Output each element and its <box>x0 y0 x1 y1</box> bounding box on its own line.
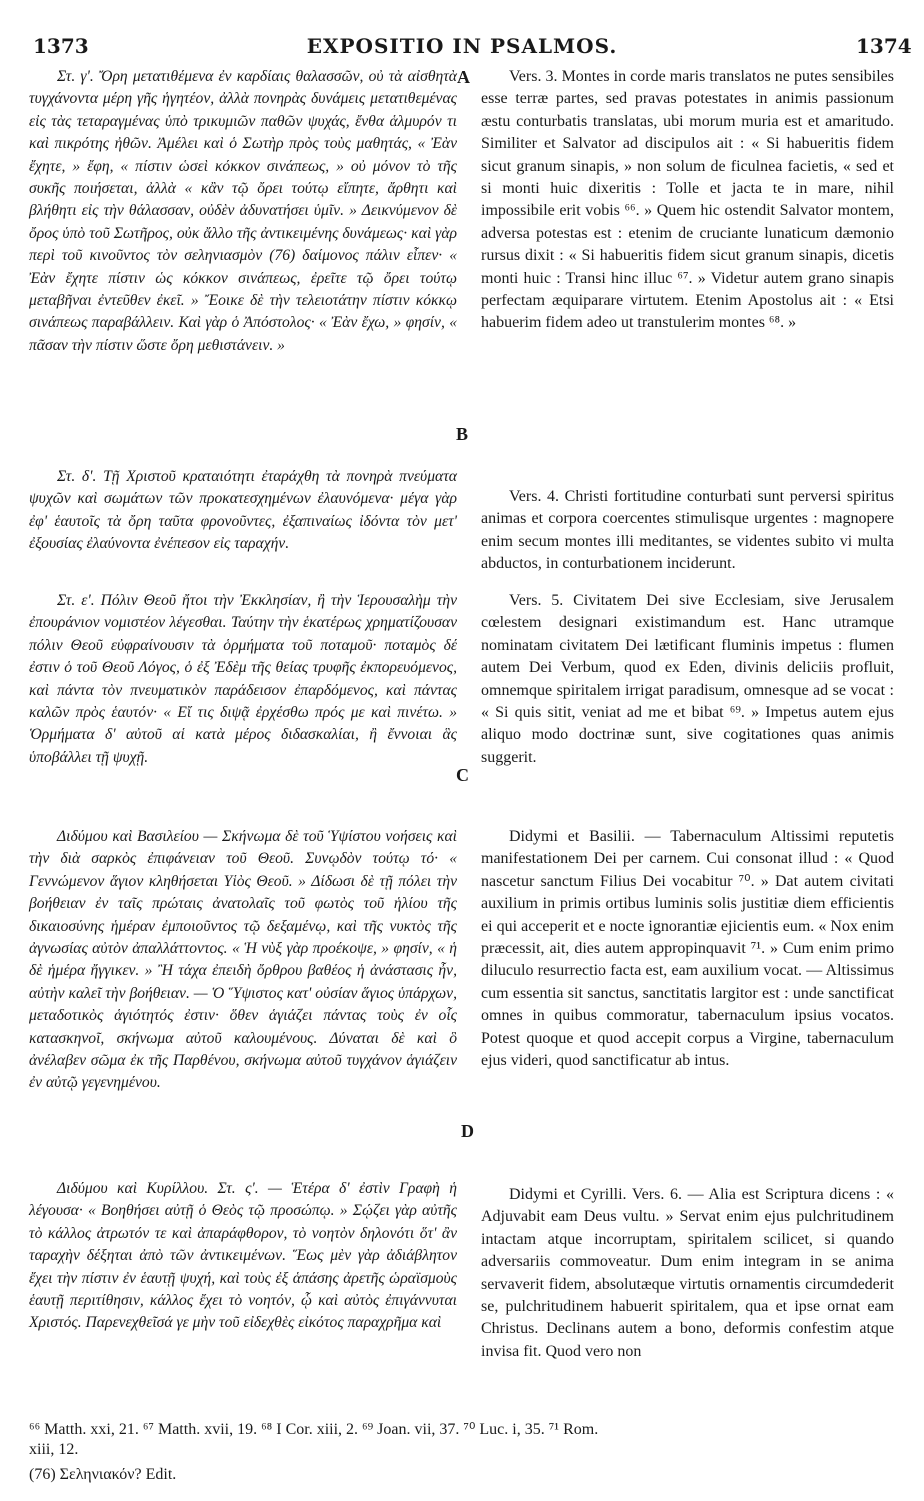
editor-note: (76) Σεληνιακόν? Edit. <box>29 1466 177 1483</box>
latin-text: Vers. 4. Christi fortitudine conturbati sunt perversi spiritus animas et corpora coercentes stimulisque urgentes : magnopere enim secum montes illi meditantes, se videntes subito vi multa abductos, in conturbationem inciderunt. <box>481 488 894 573</box>
page-number-left: 1373 <box>33 34 89 58</box>
latin-paragraph <box>481 590 894 800</box>
greek-text: Διδύμου καὶ Κυρίλλου. Στ. ς'. — Ἑτέρα δ' ἐστὶν Γραφὴ ἡ λέγουσα· « Βοηθήσει αὐτῇ ὁ Θεὸς τῷ προσώπῳ. » Σῴζει γὰρ αὐτῆς τὸ κάλλος ἀτρωτόν τε καὶ ἀπαράφθορον, τὸ νοητὸν δηλονότι ὅτ' ἂν ταραχὴν δέξηται ἀπὸ τῶν ἀντικειμένων. Ἕως μὲν γὰρ ἀδιάβλητον ἔχει τὴν πίστιν ἐν ἑαυτῇ ψυχή, καὶ τοὺς ἐξ ἁπάσης ἀρετῆς ὡραϊσμοὺς ἑαυτῇ περιτίθησιν, κάλλος ἔχει τὸ νοητόν, ᾧ καὶ αὐτὸς ἐπιγάννυται Χριστός. Παρενεχθεῖσά γε μὴν τοῦ εἰδεχθὲς εἰκότος παραχρῆμα καὶ <box>29 1180 457 1332</box>
greek-text: Στ. ε'. Πόλιν Θεοῦ ἤτοι τὴν Ἐκκλησίαν, ἢ τὴν Ἱερουσαλὴμ τὴν ἐπουράνιον νομιστέον λέγεσθαι. Ταύτην τὴν ἑκατέρως χρηματίζουσαν πόλιν Θεοῦ εὐφραίνουσιν τὰ ὁρμήματα τοῦ ποταμοῦ· ποταμὸς δέ ἐστιν ὁ τοῦ Θεοῦ Λόγος, ὁ ἐξ Ἐδὲμ τῆς θείας τρυφῆς ἐκπορευόμενος, καὶ πάντα τὸν πνευματικὸν παράδεισον ἐπαρδόμενος, καὶ πάντας καλῶν πρὸς ἑαυτόν· « Εἴ τις διψᾷ ἐρχέσθω πρός με καὶ πινέτω. » Ὁρμήματα δ' αὐτοῦ αἱ κατὰ μέρος διδασκαλίαι, ἢ ἔννοιαι ἃς ὑποβάλλει τῇ ψυχῇ. <box>29 592 457 766</box>
greek-paragraph <box>29 1178 457 1418</box>
latin-paragraph <box>481 486 894 586</box>
page-number-right: 1374 <box>856 34 912 58</box>
greek-paragraph <box>29 826 457 1176</box>
margin-marker-a: A <box>457 67 470 87</box>
latin-paragraph <box>481 826 894 1156</box>
greek-text: Στ. γ'. Ὄρη μετατιθέμενα ἐν καρδίαις θαλασσῶν, οὐ τὰ αἰσθητὰ τυγχάνοντα μέρη γῆς ἡγητέον, ἀλλὰ πονηρὰς δυνάμεις μετατιθεμένας εἰς τὰς τεταραγμένας ὑπὸ τρικυμιῶν παθῶν ψυχάς, ἔνθα ἁλμυρόν τι καὶ πικρότης ἠθῶν. Ἀμέλει καὶ ὁ Σωτὴρ πρὸς τοὺς μαθητάς, « Ἐὰν ἔχητε, » ἔφη, « πίστιν ὡσεὶ κόκκον σινάπεως, » οὐ μόνον τὸ τῆς συκῆς ποιήσεται, ἀλλὰ « κἂν τῷ ὄρει τούτῳ εἴπητε, ἄρθητι καὶ βλήθητι εἰς τὴν θάλασσαν, οὐδὲν ἀδυνατήσει ὑμῖν. » Δεικνύμενον δὲ ὄρος ὑπὸ τοῦ Σωτῆρος, οὐκ ἄλλο τῆς ἀντικειμένης δυνάμεως· καὶ γὰρ περὶ τοῦ κινοῦντος τὸν σεληνιασμὸν (76) δαίμονος πάλιν εἶπεν· « Ἐὰν ἔχητε πίστιν ὡς κόκκον σινάπεως, ἐρεῖτε τῷ ὄρει τούτῳ μεταβῆναι ἐντεῦθεν ἐκεῖ. » Ἔοικε δὲ τὴν τελειοτάτην πίστιν κόκκῳ σινάπεως παραβάλλειν. Καὶ γὰρ ὁ Ἀπόστολος· « Ἐὰν ἔχω, » φησίν, « πᾶσαν τὴν πίστιν ὥστε ὄρη μεθιστάνειν. » <box>29 68 457 354</box>
margin-marker-c: C <box>456 765 469 785</box>
greek-text: Διδύμου καὶ Βασιλείου — Σκήνωμα δὲ τοῦ Ὑψίστου νοήσεις καὶ τὴν διὰ σαρκὸς ἐπιφάνειαν τοῦ Θεοῦ. Συνῳδὸν τούτῳ τό· « Γεννώμενον ἅγιον κληθήσεται Υἱὸς Θεοῦ. » Δίδωσι δὲ τῇ πόλει τὴν βοήθειαν ἐν ταῖς πρώταις ἀνατολαῖς τοῦ φωτὸς τοῦ ἡλίου τῆς δικαιοσύνης ἡμέραν ἐμποιοῦντος τῷ δεξαμένῳ, καὶ τῆς νυκτὸς τῆς ἀγνωσίας αὐτὸν ἀπαλλάττοντος. « Ἡ νὺξ γὰρ προέκοψε, » φησίν, « ἡ δὲ ἡμέρα ἤγγικεν. » Ἢ τάχα ἐπειδὴ ὄρθρου βαθέος ἡ ἀνάστασις ἦν, αὐτὴν καλεῖ τὴν βοήθειαν. — Ὁ Ὕψιστος κατ' οὐσίαν ἅγιος ὑπάρχων, μεταδοτικὸς ἁγιότητός ἐστιν· ὅθεν ἁγιάζει πάντας τοὺς ἐν οἷς κατασκηνοῖ, σκήνωμα αὐτοῦ καλουμένους. Δύναται δὲ καὶ ὃ ἀνέλαβεν σῶμα ἐκ τῆς Παρθένου, σκήνωμα αὐτοῦ τυγχάνον ἁγιάζειν ἐν αὐτῷ γεγενημένου. <box>29 828 457 1092</box>
greek-paragraph <box>29 590 457 810</box>
latin-text: Vers. 3. Montes in corde maris translatos ne putes sensibiles esse terræ partes, sed pravas potestates in animis passionum æstu conturbatis translatas, ubi morum muria est et amaritudo. Similiter et Salvator ad discipulos ait : « Si habueritis fidem sicut granum sinapis, » non solum de ficulnea facietis, « sed et si monti huic dixeritis : Tolle et jacta te in mare, nihil impossibile erit vobis ⁶⁶. » Quem hic ostendit Salvator montem, adversa potestas est : etenim de cruciante lunaticum dæmonio rursus dixit : « Si habueritis fidem sicut granum sinapis, dicetis monti huic : Transi hinc illuc ⁶⁷. » Videtur autem grano sinapis perfectam æquiparare virtutem. Etenim Apostolus ait : « Etsi habuerim fidem adeo ut transtulerim montes ⁶⁸. » <box>481 68 894 332</box>
margin-marker-b: B <box>456 424 469 444</box>
latin-paragraph <box>481 1184 894 1414</box>
latin-text: Vers. 5. Civitatem Dei sive Ecclesiam, sive Jerusalem cœlestem designari existimandum est. Hanc utramque nominatam civitatem Dei lætificant fluminis impetus : flumen autem Dei Verbum, quod ex Eden, divinis deliciis profluit, omnemque spiritalem irrigat paradisum, omnesque ad se vocat : « Si quis sitit, veniat ad me et bibat ⁶⁹. » Impetus autem ejus aliquo modo doctrinæ sunt, sive cogitationes quas animis suggerit. <box>481 592 894 766</box>
latin-paragraph <box>481 66 894 416</box>
margin-marker-d: D <box>461 1121 474 1141</box>
latin-text: Didymi et Basilii. — Tabernaculum Altissimi reputetis manifestationem Dei per carnem. Cui consonat illud : « Quod nascetur sanctum Filius Dei vocabitur ⁷⁰. » Dat autem civitati auxilium in primis ortibus luminis solis justitiæ diem efficientis ei qui acceperit et e nocte ignorantiæ ejicientis eum. « Nox enim præcessit, ait, dies autem appropinquavit ⁷¹. » Cum enim primo diluculo resurrectio facta est, eam auxilium vocat. — Altissimus cum essentia sit sanctus, sanctitatis largitor est : unde sanctificat omnes in quibus commoratur, tabernaculum ipsius vocatos. Potest quoque et quod accepit corpus a Virgine, tabernaculum ejus videri, quod sanctificatur ab intus. <box>481 828 894 1070</box>
footnote-line: ⁶⁶ Matth. xxi, 21. ⁶⁷ Matth. xvii, 19. ⁶⁸ I Cor. xiii, 2. ⁶⁹ Joan. vii, 37. ⁷⁰ Luc. i, 35. ⁷¹ Rom. <box>29 1421 599 1438</box>
footnote-line: xiii, 12. <box>29 1441 79 1458</box>
greek-paragraph <box>29 66 457 452</box>
greek-paragraph <box>29 466 457 586</box>
greek-text: Στ. δ'. Τῇ Χριστοῦ κραταιότητι ἐταράχθη τὰ πονηρὰ πνεύματα ψυχῶν καὶ σωμάτων τῶν προκατεσχημένων ἐλαυνόμενα· μέγα γὰρ ἐφ' ἑαυτοῖς τὰ ὄρη ταῦτα φρονοῦντες, ἐξαπιναίως ἰδόντα τὸν μετ' ἐξουσίας ἐλαύνοντα ἐνέπεσον εἰς ταραχήν. <box>29 468 457 553</box>
running-title: EXPOSITIO IN PSALMOS. <box>306 34 618 58</box>
latin-text: Didymi et Cyrilli. Vers. 6. — Alia est Scriptura dicens : « Adjuvabit eam Deus vultu. » Servat enim ejus pulchritudinem intactam atque incorruptam, spiritalem scilicet, si quando adversariis commoveatur. Dum enim integram in se anima servaverit fidem, absolutæque virtutis ornamentis circumdederit se, pulchritudinem habuerit spiritalem, qua et ipse ornat eam Christus. Declinans autem a bono, deformis confestim atque invisa fit. Quod vero non <box>481 1186 894 1360</box>
